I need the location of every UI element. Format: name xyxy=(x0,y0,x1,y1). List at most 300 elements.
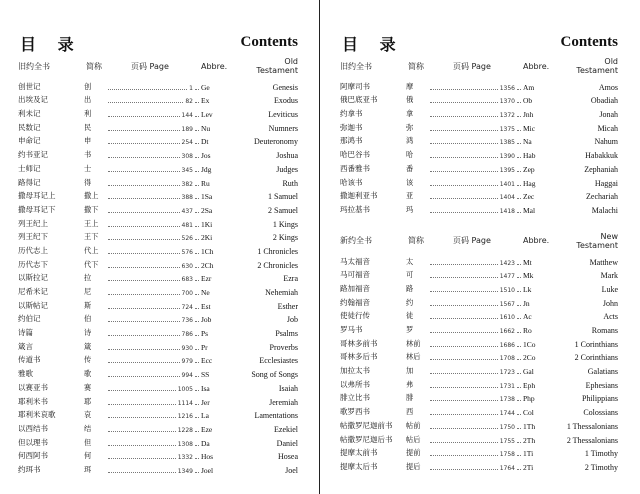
book-abbr-cn: 耶 xyxy=(84,396,92,406)
book-abbr-cn: 约 xyxy=(406,297,414,307)
old-testament-header xyxy=(340,58,618,74)
toc-entry[interactable] xyxy=(18,420,298,434)
book-abbr-en: 1Co xyxy=(523,339,536,349)
book-name-cn: 使徒行传 xyxy=(340,311,370,321)
toc-entry[interactable] xyxy=(340,146,618,160)
dot-leader xyxy=(106,400,201,407)
page-number: 786 xyxy=(181,331,193,339)
dot-leader xyxy=(106,194,201,201)
toc-entry[interactable] xyxy=(18,461,298,475)
dot-leader xyxy=(428,112,523,119)
book-name-cn: 历代志下 xyxy=(18,259,48,269)
book-name-cn: 哥林多后书 xyxy=(340,352,378,362)
page-number: 979 xyxy=(181,358,193,366)
toc-entry[interactable] xyxy=(18,256,298,270)
book-name-cn: 以西结书 xyxy=(18,423,48,433)
dot-leader xyxy=(428,181,523,188)
toc-entry[interactable] xyxy=(18,229,298,243)
book-name-cn: 以斯帖记 xyxy=(18,300,48,310)
book-name-en: 1 Kings xyxy=(272,219,298,229)
dot-leader xyxy=(428,126,523,133)
toc-entry[interactable] xyxy=(340,431,618,445)
page-number: 1349 xyxy=(177,467,193,475)
book-abbr-en: Gal xyxy=(523,367,534,377)
toc-entry[interactable] xyxy=(18,119,298,133)
toc-entry[interactable] xyxy=(340,78,618,92)
toc-entry[interactable] xyxy=(340,119,618,133)
book-name-en: Obadiah xyxy=(590,96,618,106)
book-name-cn: 约珥书 xyxy=(18,464,41,474)
book-name-cn: 撒母耳记下 xyxy=(18,204,56,214)
toc-entry[interactable] xyxy=(340,174,618,188)
book-name-en: Amos xyxy=(598,82,618,92)
book-name-en: 1 Thessalonians xyxy=(566,421,618,431)
toc-entry[interactable] xyxy=(18,283,298,297)
book-abbr-cn: 亚 xyxy=(406,191,414,201)
book-abbr-cn: 民 xyxy=(84,122,92,132)
book-abbr-en: Jnh xyxy=(523,110,534,120)
dot-leader xyxy=(106,427,201,434)
dot-leader xyxy=(428,342,523,349)
book-abbr-en: 1Th xyxy=(523,421,536,431)
book-name-en: Ezekiel xyxy=(274,424,298,434)
book-abbr-en: Mk xyxy=(523,271,534,281)
toc-entry[interactable] xyxy=(18,215,298,229)
page-number: 388 xyxy=(181,194,193,202)
book-abbr-en: Lk xyxy=(523,284,532,294)
book-name-cn: 诗篇 xyxy=(18,328,33,338)
book-abbr-cn: 腓 xyxy=(406,393,414,403)
book-name-en: Habakkuk xyxy=(585,151,618,161)
title-row xyxy=(340,0,618,58)
book-abbr-en: Ps xyxy=(201,329,209,339)
title-row xyxy=(18,0,298,58)
book-name-cn: 撒母耳记上 xyxy=(18,191,56,201)
book-name-en: Zephaniah xyxy=(584,164,618,174)
book-abbr-cn: 出 xyxy=(84,95,92,105)
book-abbr-en: Ex xyxy=(201,96,210,106)
book-abbr-en: 1Sa xyxy=(201,192,213,202)
dot-leader xyxy=(428,383,523,390)
dot-leader xyxy=(106,263,201,270)
book-abbr-cn: 弗 xyxy=(406,379,414,389)
toc-entry[interactable] xyxy=(18,160,298,174)
book-abbr-cn: 哈 xyxy=(406,150,414,160)
book-name-en: Luke xyxy=(601,284,618,294)
dot-leader xyxy=(428,85,523,92)
book-name-en: Daniel xyxy=(276,438,298,448)
dot-leader xyxy=(106,126,201,133)
page-number: 1332 xyxy=(177,454,193,462)
book-abbr-en: Lev xyxy=(201,110,213,120)
page-number: 1385 xyxy=(499,139,515,147)
toc-entry[interactable] xyxy=(340,267,618,281)
book-name-cn: 路得记 xyxy=(18,177,41,187)
book-name-en: Matthew xyxy=(589,257,618,267)
toc-entry[interactable] xyxy=(18,434,298,448)
page-number: 1216 xyxy=(177,413,193,421)
toc-entry[interactable] xyxy=(340,321,618,335)
toc-entry[interactable] xyxy=(18,352,298,366)
page-number: 1686 xyxy=(499,341,515,349)
book-abbr-en: 2Co xyxy=(523,353,536,363)
book-name-cn: 提摩太后书 xyxy=(340,461,378,471)
book-abbr-cn: 珥 xyxy=(84,464,92,474)
toc-entry[interactable] xyxy=(18,338,298,352)
book-abbr-en: Ge xyxy=(201,82,210,92)
toc-entry[interactable] xyxy=(340,133,618,147)
toc-entry[interactable] xyxy=(340,253,618,267)
book-abbr-cn: 拿 xyxy=(406,109,414,119)
book-abbr-en: Nu xyxy=(201,123,211,133)
toc-entry[interactable] xyxy=(18,242,298,256)
book-abbr-en: Job xyxy=(201,315,212,325)
dot-leader xyxy=(428,98,523,105)
book-abbr-en: La xyxy=(201,411,209,421)
book-abbr-cn: 拉 xyxy=(84,273,92,283)
book-name-cn: 约拿书 xyxy=(340,109,363,119)
book-name-en: Ephesians xyxy=(585,380,618,390)
toc-entry[interactable] xyxy=(340,160,618,174)
toc-entry[interactable] xyxy=(340,376,618,390)
book-abbr-en: Ezr xyxy=(201,274,212,284)
book-abbr-en: Jn xyxy=(523,298,530,308)
book-name-en: 1 Corinthians xyxy=(574,339,618,349)
book-name-cn: 以弗所书 xyxy=(340,379,370,389)
dot-leader xyxy=(428,424,523,431)
page-number: 576 xyxy=(181,248,193,256)
toc-entry[interactable] xyxy=(18,448,298,462)
toc-entry[interactable] xyxy=(340,105,618,119)
page-number: 1723 xyxy=(499,369,515,377)
book-abbr-cn: 帖后 xyxy=(406,434,421,444)
book-name-en: Ecclesiastes xyxy=(259,356,298,366)
toc-entry[interactable] xyxy=(340,294,618,308)
book-name-cn: 玛拉基书 xyxy=(340,204,370,214)
header-abbr-en: Abbre. xyxy=(523,61,550,71)
toc-entry[interactable] xyxy=(18,105,298,119)
book-abbr-cn: 加 xyxy=(406,366,414,376)
book-abbr-en: Pr xyxy=(201,342,208,352)
toc-entry[interactable] xyxy=(18,324,298,338)
page-number: 1404 xyxy=(499,194,515,202)
book-name-en: Genesis xyxy=(272,82,298,92)
book-name-en: Isaiah xyxy=(278,383,298,393)
dot-leader xyxy=(428,396,523,403)
book-abbr-en: Ro xyxy=(523,326,532,335)
book-name-en: Nehemiah xyxy=(265,288,298,297)
toc-entry[interactable] xyxy=(18,174,298,188)
dot-leader xyxy=(106,112,201,119)
toc-entry[interactable] xyxy=(18,133,298,147)
page-title-cn: 目 录 xyxy=(20,35,82,54)
book-abbr-en: Jer xyxy=(201,397,210,407)
toc-entry[interactable] xyxy=(18,78,298,92)
book-name-cn: 申命记 xyxy=(18,136,41,146)
page-number: 1744 xyxy=(499,410,515,418)
toc-entry[interactable] xyxy=(340,201,618,215)
toc-entry[interactable] xyxy=(340,362,618,376)
dot-leader xyxy=(106,290,201,297)
book-abbr-cn: 可 xyxy=(406,270,414,280)
book-abbr-en: Jdg xyxy=(201,164,212,174)
book-abbr-cn: 哀 xyxy=(84,410,92,420)
book-abbr-cn: 王上 xyxy=(84,218,99,228)
header-page: 页码 Page xyxy=(131,61,169,71)
book-abbr-en: 2Sa xyxy=(201,205,213,215)
book-abbr-en: Hag xyxy=(523,178,536,188)
book-abbr-en: Hab xyxy=(523,151,536,161)
book-abbr-en: Eze xyxy=(201,424,213,434)
right-page xyxy=(320,0,640,494)
page-number: 1708 xyxy=(499,355,515,363)
book-name-en: Jonah xyxy=(599,110,618,120)
dot-leader xyxy=(106,181,201,188)
book-name-en: Deuteronomy xyxy=(254,137,298,147)
book-name-cn: 马可福音 xyxy=(340,270,370,280)
book-name-en: Romans xyxy=(591,326,618,335)
book-abbr-cn: 传 xyxy=(84,355,92,365)
book-abbr-cn: 番 xyxy=(406,163,414,173)
old-testament-header xyxy=(18,58,298,74)
dot-leader xyxy=(106,331,201,338)
book-name-cn: 利未记 xyxy=(18,109,41,119)
book-abbr-en: Da xyxy=(201,438,210,448)
page-number: 1418 xyxy=(499,207,515,215)
book-name-cn: 阿摩司书 xyxy=(340,81,370,91)
dot-leader xyxy=(428,139,523,146)
page-number: 994 xyxy=(181,372,193,380)
book-name-en: Numners xyxy=(268,123,298,133)
toc-entry[interactable] xyxy=(340,92,618,106)
toc-entry[interactable] xyxy=(340,390,618,404)
dot-leader xyxy=(106,276,201,283)
book-name-cn: 提摩太前书 xyxy=(340,448,378,458)
book-abbr-en: 2Ki xyxy=(201,233,213,243)
page-number: 308 xyxy=(181,153,193,161)
toc-entry[interactable] xyxy=(18,92,298,106)
book-abbr-cn: 林前 xyxy=(406,338,421,348)
book-name-en: Mark xyxy=(600,271,618,281)
book-abbr-cn: 帖前 xyxy=(406,420,421,430)
toc-entry[interactable] xyxy=(18,393,298,407)
book-name-en: 2 Timothy xyxy=(584,462,618,472)
toc-entry[interactable] xyxy=(340,403,618,417)
book-abbr-cn: 王下 xyxy=(84,232,99,242)
book-abbr-en: Mal xyxy=(523,205,536,215)
toc-entry[interactable] xyxy=(340,417,618,431)
book-abbr-cn: 赛 xyxy=(84,382,92,392)
book-abbr-cn: 歌 xyxy=(84,369,92,379)
book-abbr-en: Col xyxy=(523,408,534,418)
dot-leader xyxy=(428,438,523,445)
page-number: 481 xyxy=(181,221,193,229)
book-abbr-cn: 箴 xyxy=(84,341,92,351)
old-testament-list xyxy=(18,78,298,475)
page-title-cn: 目 录 xyxy=(342,35,404,54)
book-abbr-en: Php xyxy=(523,394,535,404)
book-name-en: Lamentations xyxy=(254,411,298,421)
book-name-cn: 士师记 xyxy=(18,163,41,173)
toc-entry[interactable] xyxy=(340,445,618,459)
book-name-en: 2 Samuel xyxy=(268,205,298,215)
dot-leader xyxy=(106,386,201,393)
page-number: 630 xyxy=(181,262,193,270)
book-name-cn: 哈巴谷书 xyxy=(340,150,370,160)
book-name-en: 2 Thessalonians xyxy=(566,435,618,445)
book-name-cn: 列王纪下 xyxy=(18,232,48,242)
old-testament-list xyxy=(340,78,618,215)
toc-entry[interactable] xyxy=(18,146,298,160)
book-abbr-en: Zec xyxy=(523,192,535,202)
dot-leader xyxy=(428,314,523,321)
page-number: 254 xyxy=(181,139,193,147)
toc-entry[interactable] xyxy=(18,407,298,421)
book-abbr-cn: 徒 xyxy=(406,311,414,321)
dot-leader xyxy=(428,328,523,335)
book-abbr-en: Ac xyxy=(523,312,532,322)
book-name-en: Leviticus xyxy=(268,110,298,120)
dot-leader xyxy=(428,153,523,160)
toc-entry[interactable] xyxy=(340,458,618,472)
book-name-cn: 约书亚记 xyxy=(18,150,48,160)
book-abbr-en: 2Ti xyxy=(523,462,534,472)
header-abbr-cn: 简称 xyxy=(408,61,424,71)
new-testament-list xyxy=(340,253,618,472)
book-abbr-en: Ecc xyxy=(201,356,213,366)
book-abbr-en: Am xyxy=(523,82,535,92)
toc-entry[interactable] xyxy=(18,311,298,325)
book-name-en: Galatians xyxy=(587,367,618,377)
page-number: 437 xyxy=(181,207,193,215)
book-abbr-cn: 提后 xyxy=(406,461,421,471)
book-abbr-en: Zep xyxy=(523,164,535,174)
toc-entry[interactable] xyxy=(18,201,298,215)
book-name-cn: 加拉太书 xyxy=(340,366,370,376)
page-number: 1423 xyxy=(499,259,515,267)
book-abbr-cn: 弥 xyxy=(406,122,414,132)
toc-entry[interactable] xyxy=(340,308,618,322)
book-abbr-en: Isa xyxy=(201,383,210,393)
toc-entry[interactable] xyxy=(18,365,298,379)
book-name-cn: 哈该书 xyxy=(340,177,363,187)
book-abbr-cn: 结 xyxy=(84,423,92,433)
dot-leader xyxy=(106,304,201,311)
toc-entry[interactable] xyxy=(18,379,298,393)
header-abbr-en: Abbre. xyxy=(523,236,550,246)
book-name-cn: 哥林多前书 xyxy=(340,338,378,348)
book-abbr-en: Ne xyxy=(201,288,210,297)
book-name-en: Nahum xyxy=(594,137,618,147)
dot-leader xyxy=(428,355,523,362)
book-name-cn: 尼希米记 xyxy=(18,287,48,296)
page-number: 1758 xyxy=(499,451,515,459)
toc-entry[interactable] xyxy=(18,270,298,284)
dot-leader xyxy=(428,260,523,267)
page-title-en: Contents xyxy=(560,34,618,50)
page-number: 930 xyxy=(181,344,193,352)
book-name-en: Song of Songs xyxy=(251,370,298,380)
dot-leader xyxy=(106,454,201,461)
dot-leader xyxy=(106,208,201,215)
book-abbr-en: Na xyxy=(523,137,532,147)
page-number: 1401 xyxy=(499,180,515,188)
book-abbr-cn: 撒上 xyxy=(84,191,99,201)
book-name-en: 1 Chronicles xyxy=(257,246,298,256)
book-name-en: Acts xyxy=(603,312,618,322)
book-abbr-cn: 创 xyxy=(84,81,92,91)
header-testament: New Testament xyxy=(576,231,618,250)
book-abbr-en: Mic xyxy=(523,123,536,133)
page-number: 1510 xyxy=(499,286,515,294)
page-number: 700 xyxy=(181,290,193,297)
dot-leader xyxy=(428,194,523,201)
book-name-en: Haggai xyxy=(594,178,618,188)
dot-leader xyxy=(428,273,523,280)
book-name-cn: 歌罗西书 xyxy=(340,407,370,417)
book-name-en: Philippians xyxy=(581,394,618,404)
book-abbr-cn: 书 xyxy=(84,150,92,160)
toc-entry[interactable] xyxy=(18,297,298,311)
book-abbr-en: Dt xyxy=(201,137,209,147)
page-number: 1764 xyxy=(499,464,515,472)
page-number: 1738 xyxy=(499,396,515,404)
header-testament: Old Testament xyxy=(576,57,618,75)
book-abbr-cn: 士 xyxy=(84,163,92,173)
book-abbr-cn: 代上 xyxy=(84,245,99,255)
book-name-cn: 马太福音 xyxy=(340,256,370,266)
dot-leader xyxy=(106,413,201,420)
dot-leader xyxy=(428,369,523,376)
book-abbr-en: Mt xyxy=(523,257,532,267)
book-name-en: Malachi xyxy=(591,205,618,215)
book-abbr-cn: 太 xyxy=(406,256,414,266)
dot-leader xyxy=(106,468,201,475)
book-name-cn: 历代志上 xyxy=(18,245,48,255)
book-name-cn: 雅歌 xyxy=(18,369,33,379)
page-number: 1228 xyxy=(177,426,193,434)
page-number: 526 xyxy=(181,235,193,243)
page-number: 1005 xyxy=(177,385,193,393)
toc-entry[interactable] xyxy=(340,280,618,294)
dot-leader xyxy=(106,98,201,105)
book-name-cn: 西番雅书 xyxy=(340,163,370,173)
book-abbr-cn: 鸿 xyxy=(406,136,414,146)
book-abbr-en: Ob xyxy=(523,96,533,106)
book-name-cn: 腓立比书 xyxy=(340,393,370,403)
book-name-cn: 帖撒罗尼迦后书 xyxy=(340,434,393,444)
book-abbr-cn: 但 xyxy=(84,437,92,447)
book-name-cn: 箴言 xyxy=(18,341,33,351)
toc-entry[interactable] xyxy=(340,335,618,349)
book-name-en: Hosea xyxy=(278,452,298,462)
page-number: 82 xyxy=(185,98,193,106)
book-name-en: Ezra xyxy=(283,274,298,284)
toc-entry[interactable] xyxy=(340,349,618,363)
header-collection: 新约全书 xyxy=(340,236,372,246)
book-abbr-cn: 西 xyxy=(406,407,414,417)
book-abbr-cn: 玛 xyxy=(406,204,414,214)
toc-entry[interactable] xyxy=(18,188,298,202)
book-abbr-cn: 尼 xyxy=(84,287,92,296)
page-number: 345 xyxy=(181,166,193,174)
book-name-en: Micah xyxy=(597,123,618,133)
new-testament-header xyxy=(340,233,618,249)
book-abbr-cn: 罗 xyxy=(406,325,414,334)
dot-leader xyxy=(428,451,523,458)
dot-leader xyxy=(106,153,201,160)
toc-entry[interactable] xyxy=(340,188,618,202)
